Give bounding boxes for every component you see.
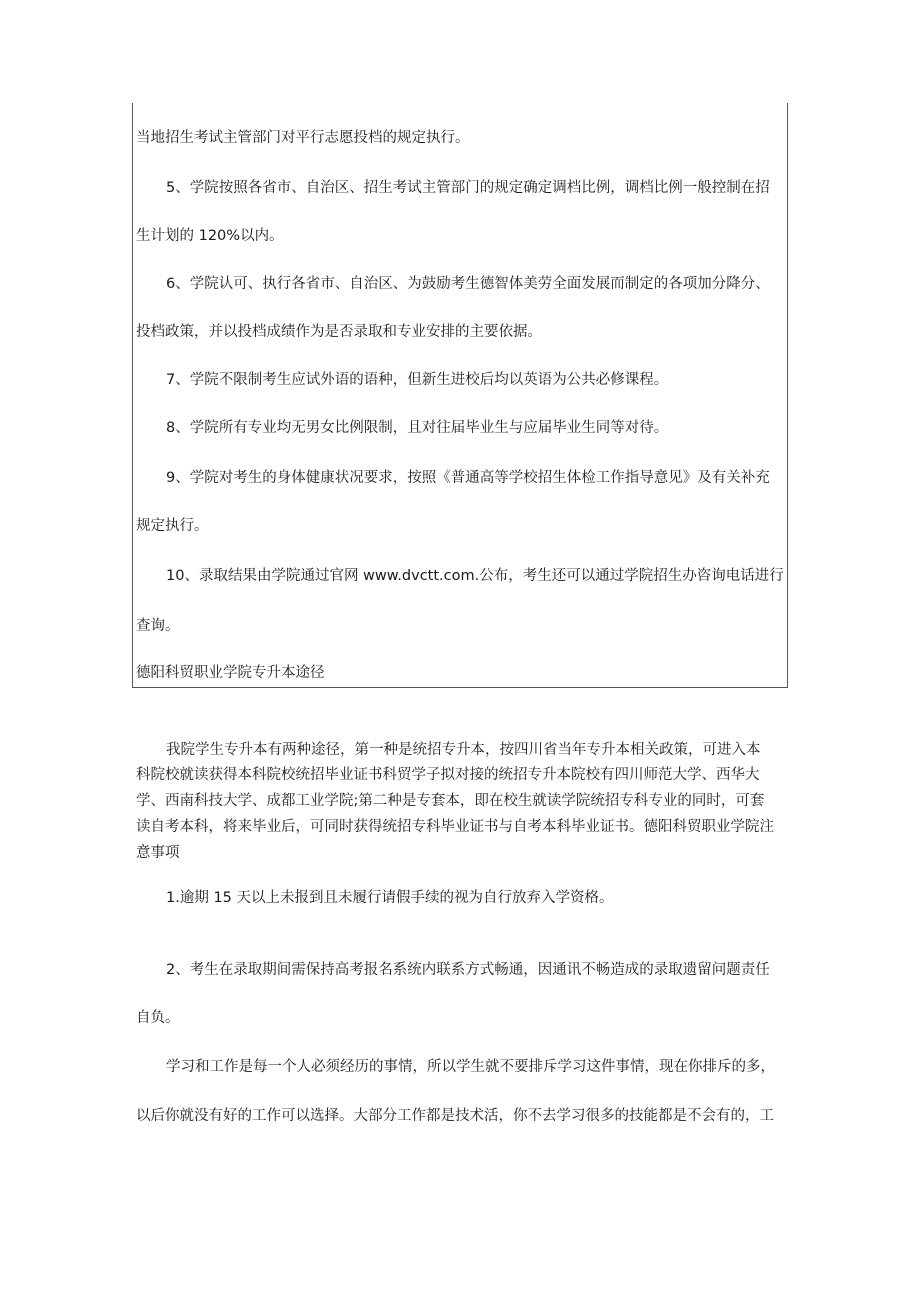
box-line-11: 查询。 [136,618,180,634]
body-line-5: 意事项 [136,845,180,861]
box-line-5: 投档政策，并以投档成绩作为是否录取和专业安排的主要依据。 [136,324,542,340]
box-line-1: 当地招生考试主管部门对平行志愿投档的规定执行。 [136,130,470,146]
body-line-7: 2、考生在录取期间需保持高考报名系统内联系方式畅通，因通讯不畅造成的录取遗留问题责任 [166,962,770,978]
box-line-8: 9、学院对考生的身体健康状况要求，按照《普通高等学校招生体检工作指导意见》及有关补充 [166,470,770,486]
body-line-2: 科院校就读获得本科院校统招毕业证书科贸学子拟对接的统招专升本院校有四川师范大学、西华大 [136,767,760,783]
box-line-7: 8、学院所有专业均无男女比例限制，且对往届毕业生与应届毕业生同等对待。 [166,420,669,436]
box-line-4: 6、学院认可、执行各省市、自治区、为鼓励考生德智体美劳全面发展而制定的各项加分降分、 [166,276,770,292]
box-line-10: 10、录取结果由学院通过官网 www.dvctt.com.公布，考生还可以通过学院招生办咨询电话进行 [166,568,784,584]
body-line-8: 自负。 [136,1010,180,1026]
box-line-6: 7、学院不限制考生应试外语的语种，但新生进校后均以英语为公共必修课程。 [166,372,669,388]
box-line-3: 生计划的 120%以内。 [136,228,284,244]
section-heading: 德阳科贸职业学院专升本途径 [136,665,325,681]
box-line-2: 5、学院按照各省市、自治区、招生考试主管部门的规定确定调档比例，调档比例一般控制在招 [166,180,770,196]
body-line-6: 1.逾期 15 天以上未报到且未履行请假手续的视为自行放弃入学资格。 [166,890,614,906]
body-line-4: 读自考本科，将来毕业后，可同时获得统招专科毕业证书与自考本科毕业证书。德阳科贸职业学院注 [136,819,774,835]
body-line-3: 学、西南科技大学、成都工业学院;第二种是专套本，即在校生就读学院统招专科专业的同时，可套 [136,793,765,809]
body-line-10: 以后你就没有好的工作可以选择。大部分工作都是技术活，你不去学习很多的技能都是不会有的，工 [136,1108,774,1124]
body-line-1: 我院学生专升本有两种途径，第一种是统招专升本，按四川省当年专升本相关政策，可进入本 [166,742,761,758]
body-line-9: 学习和工作是每一个人必须经历的事情，所以学生就不要排斥学习这件事情，现在你排斥的多， [166,1059,775,1075]
box-line-9: 规定执行。 [136,518,209,534]
